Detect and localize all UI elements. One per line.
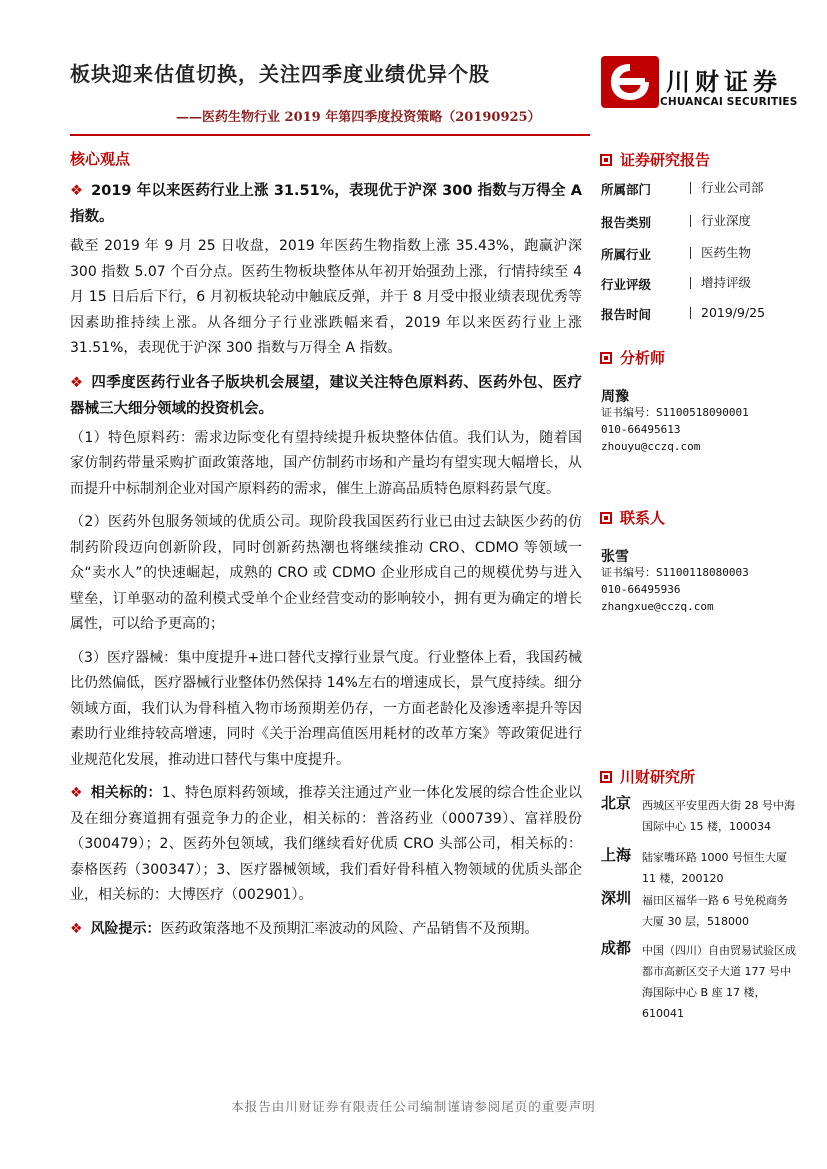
report-title: 板块迎来估值切换，关注四季度业绩优异个股 xyxy=(70,62,490,86)
info-label: 报告时间 xyxy=(601,307,652,322)
office-city: 北京 xyxy=(601,794,632,812)
logo-english-name: CHUANCAI SECURITIES xyxy=(660,96,798,108)
info-label: 所属行业 xyxy=(601,247,652,262)
chuancai-logo-icon xyxy=(601,56,659,108)
info-value: 行业公司部 xyxy=(690,182,764,194)
paragraph-cro: （2）医药外包服务领域的优质公司。现阶段我国医药行业已由过去缺医少药的仿制药阶段迈向创新阶段，同时创新药热潮也将继续推动 CRO、CDMO 等领域一众“卖水人”的快速崛起，成熟的 CRO 或 CDMO 企业形成自己的规模优势与进入壁垒，订单驱动的盈利模式受单个企业经营变动的影响较小，拥有更为确定的增长属性，可以给予更高的； xyxy=(70,514,582,632)
analyst-heading: 分析师 xyxy=(600,347,665,368)
office-address: 福田区福华一路 6 号免税商务大厦 30 层，518000 xyxy=(642,894,788,928)
square-bullet-icon xyxy=(600,771,612,783)
analyst-email: zhouyu@cczq.com xyxy=(601,440,701,453)
diamond-bullet-icon: ❖ xyxy=(70,183,84,199)
info-value: 行业深度 xyxy=(690,215,751,227)
related-stocks: ❖ 相关标的：1、特色原料药领域，推荐关注通过产业一体化发展的综合性企业以及在细分赛道拥有强竞争力的企业，相关标的：普洛药业（000739）、富祥股份（300479）；2、医药外包领域，我们继续看好优质 CRO 头部公司，相关标的：泰格医药（300347）；3、医疗器械领域，我们看好骨科植入物领域的优质头部企业，相关标的：大博医疗（002901）。 xyxy=(70,785,583,903)
info-label: 所属部门 xyxy=(601,182,652,197)
office-city: 成都 xyxy=(601,939,632,957)
info-label: 行业评级 xyxy=(601,277,652,292)
core-views-heading: 核心观点 xyxy=(70,150,131,168)
info-value: 医药生物 xyxy=(690,247,751,259)
diamond-bullet-icon: ❖ xyxy=(70,374,84,391)
paragraph-devices: （3）医疗器械：集中度提升+进口替代支撑行业景气度。行业整体上看，我国药械比仍然偏低，医疗器械行业整体仍然保持 14%左右的增速成长，景气度持续。细分领域方面，我们认为骨科植入物市场预期差仍存，一方面老龄化及渗透率提升等因素助行业维持较高增速，同时《关于治理高值医用耗材的改革方案》等政策促进行业规范化发展，推动进口替代与集中度提升。 xyxy=(70,649,582,768)
report-info-heading: 证券研究报告 xyxy=(600,149,710,170)
contact-email: zhangxue@cczq.com xyxy=(601,600,714,613)
analyst-cert: 证书编号：S1100518090001 xyxy=(601,406,749,419)
office-address: 陆家嘴环路 1000 号恒生大厦 11 楼，200120 xyxy=(642,851,787,885)
risk-warning: ❖ 风险提示：医药政策落地不及预期汇率波动的风险、产品销售不及预期。 xyxy=(70,920,539,937)
footer-disclaimer: 本报告由川财证券有限责任公司编制谨请参阅尾页的重要声明 xyxy=(231,1099,596,1114)
square-bullet-icon xyxy=(600,512,612,524)
diamond-bullet-icon: ❖ xyxy=(70,920,83,937)
core-views-column xyxy=(70,148,582,950)
contact-phone: 010-66495936 xyxy=(601,583,681,596)
logo-wordmark: 川财证券 xyxy=(666,68,782,96)
info-value: 增持评级 xyxy=(690,277,751,289)
diamond-bullet-icon: ❖ xyxy=(70,785,83,801)
info-value: 2019/9/25 xyxy=(690,307,765,319)
office-city: 深圳 xyxy=(601,889,632,907)
key-point-1: ❖ 2019 年以来医药行业上涨 31.51%，表现优于沪深 300 指数与万得全 A 指数。 xyxy=(70,183,582,225)
contact-heading: 联系人 xyxy=(600,507,665,528)
office-address: 中国（四川）自由贸易试验区成都市高新区交子大道 177 号中海国际中心 B 座 17 楼，610041 xyxy=(642,944,796,1020)
key-point-2: ❖ 四季度医药行业各子版块机会展望，建议关注特色原料药、医药外包、医疗器械三大细分领域的投资机会。 xyxy=(70,374,583,417)
contact-cert: 证书编号：S1100118080003 xyxy=(601,566,749,579)
square-bullet-icon xyxy=(600,154,612,166)
paragraph-api: （1）特色原料药：需求边际变化有望持续提升板块整体估值。我们认为，随着国家仿制药带量采购扩面政策落地，国产仿制药市场和产量均有望实现大幅增长，从而提升中标制剂企业对国产原料药的需求，催生上游高品质特色原料药景气度。 xyxy=(70,429,582,497)
paragraph-market-review: 截至 2019 年 9 月 25 日收盘，2019 年医药生物指数上涨 35.43%，跑赢沪深 300 指数 5.07 个百分点。医药生物板块整体从年初开始强劲上涨，行情持续至 4 月 15 日后后下行，6 月初板块轮动中触底反弹，并于 8 月受中报业绩表现优秀等因素助推持续上涨。从各细分子行业涨跌幅来看，2019 年以来医药行业上涨 31.51%，表现优于沪深 300 指数与万得全 A 指数。 xyxy=(70,238,582,356)
analyst-name: 周豫 xyxy=(601,389,629,405)
square-bullet-icon xyxy=(600,352,612,364)
info-label: 报告类别 xyxy=(601,215,652,230)
contact-name: 张雪 xyxy=(601,549,629,565)
report-subtitle: ——医药生物行业 2019 年第四季度投资策略（20190925） xyxy=(176,110,541,125)
office-address: 西城区平安里西大街 28 号中海国际中心 15 楼，100034 xyxy=(642,799,795,833)
analyst-phone: 010-66495613 xyxy=(601,423,681,436)
research-heading: 川财研究所 xyxy=(600,766,695,787)
header-divider xyxy=(70,134,590,136)
office-city: 上海 xyxy=(601,846,632,864)
